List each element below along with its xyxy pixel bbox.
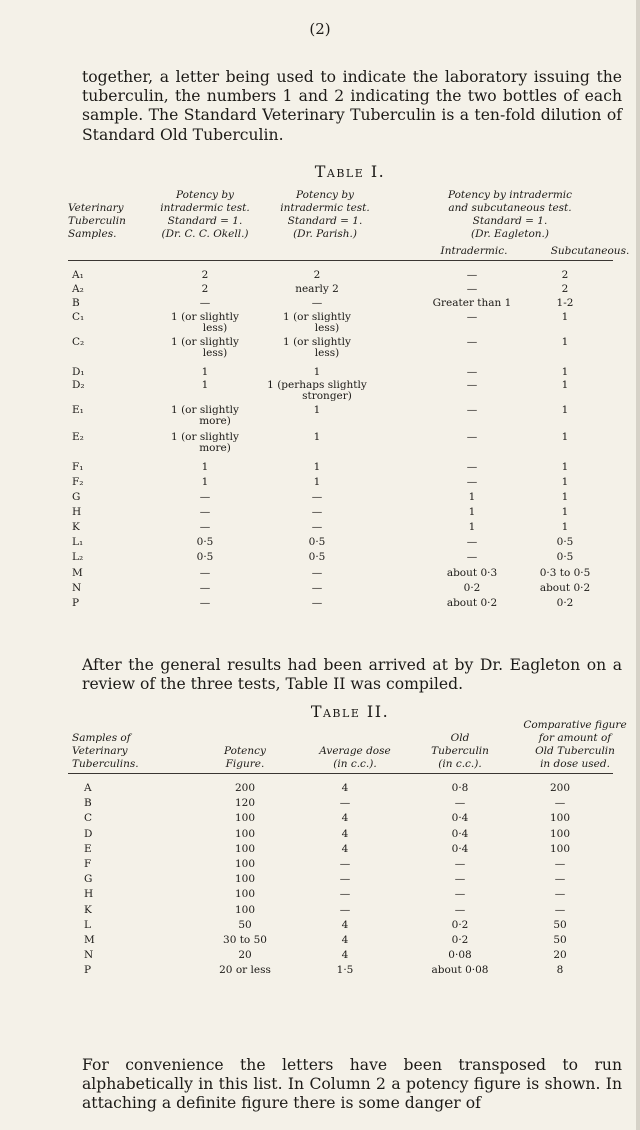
table2-cell-comp: 50 (553, 918, 567, 931)
table1-subheader-intradermic: Intradermic. (440, 245, 508, 257)
table1-cell-parish: 1 (313, 461, 321, 473)
table2-cell-sample: B (84, 797, 92, 810)
table2-cell-comp: 100 (549, 827, 571, 840)
table1-cell-intra: — (466, 431, 478, 443)
table1-cell-sample: B (72, 297, 80, 309)
table1-cell-parish-cont: less) (314, 347, 340, 359)
table1-cell-intra: 0·2 (463, 582, 481, 594)
table1-cell-sample: E₁ (72, 404, 84, 416)
table2-cell-old: — (454, 873, 466, 886)
table1-cell-sample: F₂ (72, 476, 84, 488)
table2-cell-dose: — (339, 903, 351, 916)
table1-cell-intra: — (466, 269, 478, 281)
table1-cell-intra: about 0·3 (446, 567, 498, 579)
table1-cell-intra: — (466, 551, 478, 563)
table2-cell-old: 0·2 (451, 918, 469, 931)
table1-cell-subcut: 1 (561, 476, 569, 488)
table1-header-samples: Tuberculin (68, 215, 126, 227)
table1-cell-okell: — (199, 567, 211, 579)
table1-header-samples: Samples. (68, 228, 117, 240)
table1-cell-subcut: 2 (561, 283, 569, 295)
table1-cell-intra: — (466, 366, 478, 378)
table1-cell-parish: 1 (or slightly (283, 311, 351, 323)
table1-cell-okell: — (199, 506, 211, 518)
table1-cell-subcut: 0·2 (556, 597, 574, 609)
table2-cell-old: about 0·08 (431, 964, 489, 977)
table1-cell-subcut: 0·5 (556, 536, 574, 548)
table1-cell-okell-cont: more) (199, 415, 231, 427)
table1-header-okell: Standard = 1. (167, 215, 243, 227)
paragraph-intro: together, a letter being used to indicate the laboratory issuing the tuberculin, the numbers 1 and 2 indicating the two bottles of each sample. The Standard Veterinary Tuberculin is a ten-fold dilution of Standard Old Tuberculin. (82, 68, 622, 144)
table1-cell-okell: 2 (201, 269, 209, 281)
page-number: (2) (309, 20, 331, 38)
table2-cell-old: 0·8 (451, 782, 469, 794)
table1-cell-intra: — (466, 461, 478, 473)
table2-cell-old: 0·08 (448, 949, 472, 962)
table2-cell-comp: 8 (556, 964, 564, 977)
table2-header-old: Tuberculin (431, 745, 489, 757)
table1-cell-okell: — (199, 597, 211, 609)
table1-cell-intra: — (466, 404, 478, 416)
table1-cell-intra: 1 (468, 491, 476, 503)
table2-cell-old: — (454, 858, 466, 870)
table1-cell-sample: F₁ (72, 461, 84, 473)
table1-cell-okell: 1 (or slightly (171, 431, 239, 443)
table2-cell-dose: 4 (341, 842, 349, 855)
table2-cell-dose: 4 (341, 949, 349, 962)
table1-header-eagleton: and subcutaneous test. (448, 202, 572, 214)
table2-header-dose: (in c.c.). (333, 758, 377, 770)
table1-cell-subcut: 1 (561, 404, 569, 416)
table1-cell-parish: 2 (313, 269, 321, 281)
table2-cell-sample: N (84, 949, 94, 962)
table1-cell-subcut: about 0·2 (539, 582, 591, 594)
table1-cell-parish: — (311, 491, 323, 503)
table2-title: Table II. (310, 702, 390, 721)
table2-cell-comp: 50 (553, 934, 567, 946)
table2-header-comparative: Comparative figure (523, 719, 627, 731)
table1-cell-intra: — (466, 476, 478, 488)
table1-cell-okell: 0·5 (196, 551, 214, 563)
table2-cell-comp: — (554, 873, 566, 886)
table1-header-eagleton: Potency by intradermic (447, 189, 573, 201)
table1-cell-sample: L₁ (72, 536, 84, 548)
table2-cell-old: 0·4 (451, 827, 469, 840)
table1-cell-intra: — (466, 283, 478, 295)
table1-cell-parish: — (311, 297, 323, 309)
table2-cell-sample: P (84, 964, 92, 977)
table2-cell-sample: E (84, 842, 92, 855)
table2-cell-comp: 20 (553, 949, 567, 962)
table2-header-samples: Tuberculins. (72, 758, 139, 770)
table1-cell-sample: M (72, 567, 83, 579)
table1-cell-sample: D₁ (72, 366, 85, 378)
table2-cell-potency: 100 (234, 812, 256, 825)
table1-header-okell: Potency by (176, 189, 234, 201)
table2-cell-comp: — (554, 858, 566, 870)
table2-cell-sample: A (84, 782, 92, 794)
table1-cell-okell: 1 (or slightly (171, 336, 239, 348)
table2-cell-potency: 30 to 50 (223, 934, 267, 946)
table1-cell-parish: — (311, 521, 323, 533)
table1-cell-parish: 0·5 (308, 536, 326, 548)
table2-cell-potency: 50 (238, 918, 252, 931)
table1-cell-subcut: 1 (561, 491, 569, 503)
table1-cell-parish: 1 (313, 476, 321, 488)
table2-cell-dose: 4 (341, 827, 349, 840)
table1-cell-okell: — (199, 521, 211, 533)
table2-cell-potency: 100 (234, 888, 256, 901)
table2-cell-potency: 200 (234, 782, 256, 794)
table2-cell-sample: H (84, 888, 94, 901)
table2-header-comparative: Old Tuberculin (535, 745, 615, 757)
table1-cell-subcut: 1 (561, 506, 569, 518)
table2-cell-dose: 4 (341, 934, 349, 946)
table1-header-rule (68, 260, 613, 261)
table1-header-parish: intradermic test. (280, 202, 370, 214)
table1-cell-okell: 1 (or slightly (171, 404, 239, 416)
table2-cell-old: 0·4 (451, 842, 469, 855)
table1-cell-parish-cont: stronger) (302, 390, 352, 402)
table1-cell-parish: 0·5 (308, 551, 326, 563)
table1-header-parish: Potency by (296, 189, 354, 201)
table2-cell-dose: — (339, 797, 351, 810)
table1-header-samples: Veterinary (68, 202, 124, 214)
table2-cell-sample: F (84, 858, 92, 870)
table2-header-samples: Veterinary (72, 745, 128, 757)
table1-cell-subcut: 1 (561, 379, 569, 391)
table1-cell-intra: — (466, 336, 478, 348)
table1-cell-intra: Greater than 1 (432, 297, 512, 309)
page-edge-shadow (636, 0, 640, 1130)
table2-cell-dose: 4 (341, 782, 349, 794)
table1-cell-sample: P (72, 597, 80, 609)
table2-cell-old: — (454, 888, 466, 901)
table1-cell-subcut: 1 (561, 431, 569, 443)
table1-cell-okell: 1 (201, 366, 209, 378)
table1-cell-sample: C₂ (72, 336, 85, 348)
table1-header-okell: intradermic test. (160, 202, 250, 214)
table2-cell-potency: 100 (234, 858, 256, 870)
table1-cell-subcut: 1 (561, 461, 569, 473)
table2-cell-old: 0·2 (451, 934, 469, 946)
table2-cell-dose: 1·5 (336, 964, 354, 977)
table1-cell-intra: 1 (468, 506, 476, 518)
table1-cell-intra: — (466, 311, 478, 323)
table2-cell-comp: — (554, 797, 566, 810)
table1-cell-sample: N (72, 582, 82, 594)
table2-cell-sample: G (84, 873, 93, 886)
table2-header-potency: Potency (224, 745, 266, 757)
table2-cell-sample: D (84, 827, 93, 840)
table1-cell-sample: A₁ (72, 269, 84, 281)
table1-cell-okell-cont: less) (202, 347, 228, 359)
paragraph-middle: After the general results had been arrived at by Dr. Eagleton on a review of the three tests, Table II was compiled. (82, 656, 622, 694)
table2-cell-comp: 100 (549, 812, 571, 825)
table1-cell-subcut: 1 (561, 336, 569, 348)
table1-cell-sample: G (72, 491, 81, 503)
table2-cell-comp: 100 (549, 842, 571, 855)
table1-cell-okell: 1 (or slightly (171, 311, 239, 323)
table2-header-old: Old (450, 732, 470, 744)
table1-cell-intra: 1 (468, 521, 476, 533)
table1-cell-okell-cont: less) (202, 322, 228, 334)
table1-subheader-subcutaneous: Subcutaneous. (550, 245, 630, 257)
table1-cell-parish: — (311, 506, 323, 518)
table1-cell-okell: — (199, 297, 211, 309)
table1-title: Table I. (314, 162, 386, 181)
table2-cell-comp: — (554, 903, 566, 916)
table1-header-parish: (Dr. Parish.) (293, 228, 357, 240)
table2-cell-old: — (454, 903, 466, 916)
table1-cell-parish: 1 (313, 404, 321, 416)
table1-cell-sample: A₂ (72, 283, 84, 295)
table1-cell-okell: 2 (201, 283, 209, 295)
table1-cell-parish: — (311, 597, 323, 609)
table1-cell-sample: E₂ (72, 431, 84, 443)
table2-cell-dose: — (339, 858, 351, 870)
table2-cell-potency: 20 or less (219, 964, 271, 977)
table2-cell-sample: L (84, 918, 91, 931)
table2-cell-potency: 100 (234, 827, 256, 840)
table2-cell-dose: — (339, 873, 351, 886)
table1-cell-intra: about 0·2 (446, 597, 498, 609)
table1-cell-sample: C₁ (72, 311, 85, 323)
table2-cell-potency: 100 (234, 873, 256, 886)
table1-cell-subcut: 0·5 (556, 551, 574, 563)
table1-header-eagleton: (Dr. Eagleton.) (470, 228, 549, 240)
table2-cell-sample: K (84, 903, 92, 916)
table1-cell-parish: — (311, 582, 323, 594)
table2-cell-potency: 120 (234, 797, 256, 810)
table2-cell-comp: — (554, 888, 566, 901)
table1-cell-parish: 1 (perhaps slightly (267, 379, 367, 391)
table2-cell-comp: 200 (549, 782, 571, 794)
table1-cell-subcut: 1-2 (556, 297, 574, 309)
table1-cell-subcut: 1 (561, 311, 569, 323)
table1-cell-okell-cont: more) (199, 442, 231, 454)
table1-cell-parish: nearly 2 (295, 283, 339, 295)
table1-cell-subcut: 1 (561, 521, 569, 533)
table1-cell-okell: — (199, 491, 211, 503)
table2-header-old: (in c.c.). (438, 758, 482, 770)
table1-cell-sample: D₂ (72, 379, 85, 391)
table2-header-comparative: in dose used. (540, 758, 610, 770)
table1-cell-subcut: 1 (561, 366, 569, 378)
table2-cell-old: 0·4 (451, 812, 469, 825)
table1-cell-parish: — (311, 567, 323, 579)
table1-header-okell: (Dr. C. C. Okell.) (161, 228, 249, 240)
table1-cell-okell: 1 (201, 379, 209, 391)
table2-header-potency: Figure. (225, 758, 265, 770)
table1-cell-parish: 1 (313, 431, 321, 443)
table1-cell-okell: 1 (201, 476, 209, 488)
table2-header-dose: Average dose (319, 745, 391, 757)
table1-cell-okell: 1 (201, 461, 209, 473)
table1-cell-parish: 1 (or slightly (283, 336, 351, 348)
table1-cell-sample: H (72, 506, 82, 518)
table1-cell-subcut: 0·3 to 0·5 (539, 567, 591, 579)
table2-cell-old: — (454, 797, 466, 810)
table1-cell-parish-cont: less) (314, 322, 340, 334)
table1-cell-intra: — (466, 379, 478, 391)
table2-cell-potency: 100 (234, 842, 256, 855)
table1-cell-okell: 0·5 (196, 536, 214, 548)
table2-cell-dose: 4 (341, 918, 349, 931)
table1-cell-intra: — (466, 536, 478, 548)
table1-header-eagleton: Standard = 1. (472, 215, 548, 227)
table2-header-samples: Samples of (72, 732, 131, 744)
paragraph-bottom: For convenience the letters have been transposed to run alphabetically in this list. In Column 2 a potency figure is shown. In attaching a definite figure there is some danger of (82, 1056, 622, 1113)
table2-header-comparative: for amount of (538, 732, 612, 744)
table1-cell-sample: L₂ (72, 551, 84, 563)
table2-cell-potency: 100 (234, 903, 256, 916)
table1-header-parish: Standard = 1. (287, 215, 363, 227)
table2-cell-dose: — (339, 888, 351, 901)
table2-header-rule (68, 773, 613, 774)
table1-cell-parish: 1 (313, 366, 321, 378)
table1-cell-okell: — (199, 582, 211, 594)
table1-cell-sample: K (72, 521, 80, 533)
table2-cell-sample: C (84, 812, 93, 825)
table2-cell-potency: 20 (238, 949, 252, 962)
table2-cell-sample: M (84, 934, 95, 946)
table2-cell-dose: 4 (341, 812, 349, 825)
table1-cell-subcut: 2 (561, 269, 569, 281)
